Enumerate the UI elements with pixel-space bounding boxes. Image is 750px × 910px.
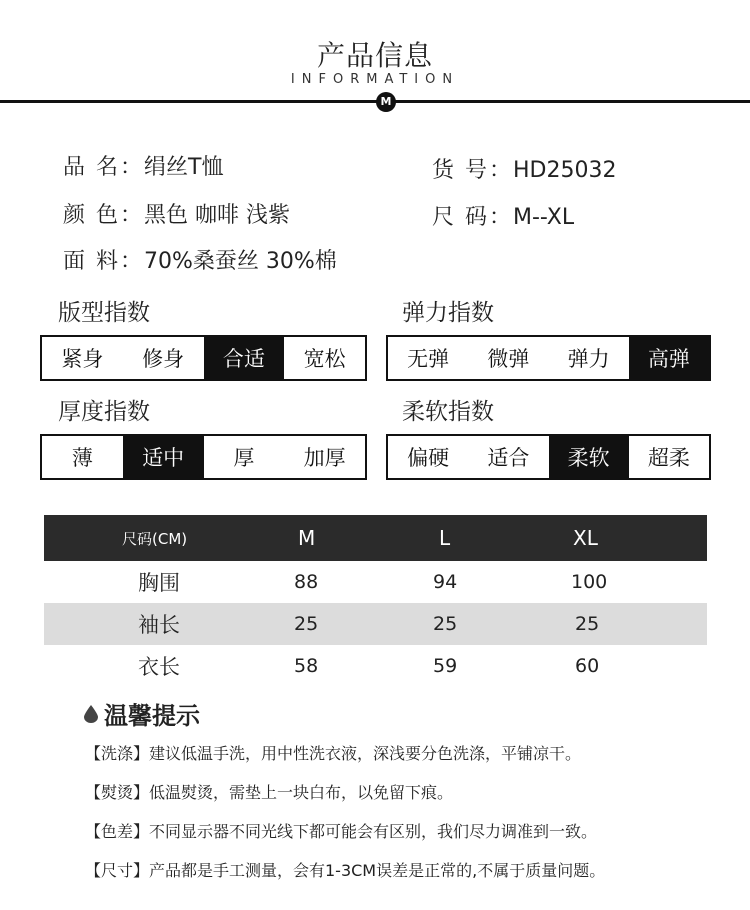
cell-value: 60 xyxy=(575,655,600,677)
size-label: 尺 码： xyxy=(432,205,513,230)
cell-value: 25 xyxy=(254,603,394,645)
size-value: M--XL xyxy=(513,205,575,230)
elastic-scale-title: 弹力指数 xyxy=(402,300,494,326)
table-row xyxy=(44,561,707,603)
size-table-header xyxy=(44,515,707,561)
fit-scale xyxy=(40,335,367,381)
size-table xyxy=(44,515,707,687)
cell-value: 100 xyxy=(571,571,608,593)
thickness-option: 薄 xyxy=(71,446,93,470)
thickness-option: 厚 xyxy=(233,446,255,470)
header-divider xyxy=(0,100,750,103)
thickness-option: 适中 xyxy=(123,436,204,478)
cell-value: 25 xyxy=(394,603,537,645)
softness-option: 柔软 xyxy=(549,436,629,478)
tips-heading-text: 温馨提示 xyxy=(104,702,200,730)
softness-scale xyxy=(386,434,711,480)
elastic-option: 高弹 xyxy=(629,337,709,379)
color-value: 黑色 咖啡 浅紫 xyxy=(144,203,290,228)
fabric-value: 70%桑蚕丝 30%棉 xyxy=(144,249,337,274)
softness-scale-title: 柔软指数 xyxy=(402,399,494,425)
name-value: 绢丝T恤 xyxy=(144,155,224,180)
tip-item: 【尺寸】产品都是手工测量，会有1-3CM误差是正常的,不属于质量问题。 xyxy=(85,861,606,880)
thickness-option: 加厚 xyxy=(303,446,346,470)
color-label: 颜 色： xyxy=(63,203,144,228)
item-value: HD25032 xyxy=(513,158,617,183)
fit-option: 紧身 xyxy=(61,347,104,371)
thickness-scale xyxy=(40,434,367,480)
name-label: 品 名： xyxy=(63,155,144,180)
size-header-l: L xyxy=(394,515,537,561)
elastic-option: 弹力 xyxy=(567,347,610,371)
tip-item: 【色差】不同显示器不同光线下都可能会有区别，我们尽力调准到一致。 xyxy=(85,822,598,841)
info-name xyxy=(63,150,223,181)
info-fabric xyxy=(63,244,337,275)
fit-option: 修身 xyxy=(142,347,185,371)
elastic-scale xyxy=(386,335,711,381)
table-row xyxy=(44,645,707,687)
fit-scale-title: 版型指数 xyxy=(58,300,150,326)
page-title: 产品信息 xyxy=(316,39,433,72)
softness-option: 偏硬 xyxy=(407,446,450,470)
cell-value: 25 xyxy=(537,603,707,645)
cell-value: 59 xyxy=(433,655,458,677)
cell-value: 88 xyxy=(294,571,319,593)
size-header-xl: XL xyxy=(537,515,707,561)
fabric-label: 面 料： xyxy=(63,249,144,274)
tip-item: 【熨烫】低温熨烫，需垫上一块白布，以免留下痕。 xyxy=(85,783,454,802)
row-label: 衣长 xyxy=(138,655,180,679)
elastic-option: 无弹 xyxy=(407,347,450,371)
elastic-option: 微弹 xyxy=(487,347,530,371)
page-subtitle: INFORMATION xyxy=(290,72,460,87)
cell-value: 94 xyxy=(433,571,458,593)
tips-heading xyxy=(84,696,200,731)
softness-option: 适合 xyxy=(487,446,530,470)
info-color xyxy=(63,198,290,229)
fit-option: 合适 xyxy=(204,337,285,379)
row-label: 袖长 xyxy=(44,603,254,645)
row-label: 胸围 xyxy=(138,571,180,595)
tip-item: 【洗涤】建议低温手洗，用中性洗衣液，深浅要分色洗涤，平铺凉干。 xyxy=(85,744,582,763)
size-header-m: M xyxy=(254,515,394,561)
softness-option: 超柔 xyxy=(647,446,690,470)
droplet-icon xyxy=(84,705,98,723)
cell-value: 58 xyxy=(294,655,319,677)
fit-option: 宽松 xyxy=(303,347,346,371)
info-item-no xyxy=(432,153,616,184)
table-row xyxy=(44,603,707,645)
info-size xyxy=(432,200,574,231)
thickness-scale-title: 厚度指数 xyxy=(58,399,150,425)
m-badge: M xyxy=(376,92,396,112)
item-label: 货 号： xyxy=(432,158,513,183)
size-header-label: 尺码(CM) xyxy=(44,515,254,561)
